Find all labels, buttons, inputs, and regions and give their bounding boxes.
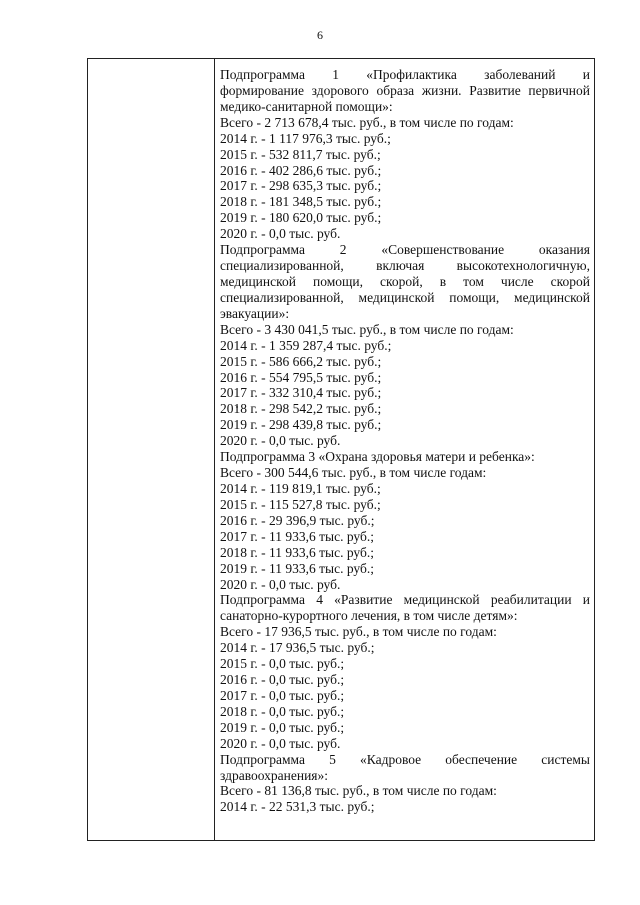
text-line: 2020 г. - 0,0 тыс. руб. [220,226,341,242]
text-line: 2019 г. - 0,0 тыс. руб.; [220,719,345,735]
text-line: Подпрограмма 4 «Развитие медицинской реабилитации и [220,592,590,608]
text-line: здравоохранения»: [220,767,329,783]
text-line: 2014 г. - 1 359 287,4 тыс. руб.; [220,337,392,353]
text-line: Всего - 2 713 678,4 тыс. руб., в том числе по годам: [220,114,514,130]
text-line: 2018 г. - 0,0 тыс. руб.; [220,703,345,719]
table-right-column [220,67,590,815]
text-line: 2020 г. - 0,0 тыс. руб. [220,735,341,751]
text-line: Подпрограмма 5 «Кадровое обеспечение системы [220,751,590,767]
text-line: 2018 г. - 298 542,2 тыс. руб.; [220,401,382,417]
text-line: 2017 г. - 298 635,3 тыс. руб.; [220,178,382,194]
text-line: медико-санитарной помощи»: [220,98,393,114]
text-line: 2016 г. - 554 795,5 тыс. руб.; [220,369,382,385]
text-line: специализированной, медицинской помощи, медицинской [220,289,590,305]
text-line: 2015 г. - 115 527,8 тыс. руб.; [220,496,381,512]
text-line: 2016 г. - 402 286,6 тыс. руб.; [220,162,382,178]
text-line: 2017 г. - 0,0 тыс. руб.; [220,687,345,703]
text-line: 2019 г. - 11 933,6 тыс. руб.; [220,560,374,576]
text-line: 2018 г. - 11 933,6 тыс. руб.; [220,544,374,560]
text-line: 2017 г. - 11 933,6 тыс. руб.; [220,528,374,544]
table-left-column [88,59,215,840]
text-line: Всего - 300 544,6 тыс. руб., в том числе годам: [220,465,487,481]
text-line: специализированной, включая высокотехнологичную, [220,258,590,274]
text-line: Подпрограмма 3 «Охрана здоровья матери и ребенка»: [220,449,535,465]
text-line: формирование здорового образа жизни. Развитие первичной [220,82,590,98]
text-line: Подпрограмма 1 «Профилактика заболеваний и [220,67,590,82]
text-line: 2014 г. - 1 117 976,3 тыс. руб.; [220,130,391,146]
text-line: 2014 г. - 119 819,1 тыс. руб.; [220,480,381,496]
text-line: 2015 г. - 0,0 тыс. руб.; [220,656,345,672]
text-line: 2017 г. - 332 310,4 тыс. руб.; [220,385,382,401]
text-line: Всего - 81 136,8 тыс. руб., в том числе по годам: [220,783,497,799]
page-number: 6 [317,28,323,42]
text-line: санаторно-курортного лечения, в том числе детям»: [220,608,518,624]
text-line: Подпрограмма 2 «Совершенствование оказания [220,242,590,258]
text-line: 2015 г. - 532 811,7 тыс. руб.; [220,146,381,162]
text-line: 2014 г. - 22 531,3 тыс. руб.; [220,799,375,815]
text-line: 2019 г. - 298 439,8 тыс. руб.; [220,417,382,433]
text-line: медицинской помощи, скорой, в том числе скорой [220,273,590,289]
text-line: 2016 г. - 0,0 тыс. руб.; [220,672,345,688]
text-line: 2019 г. - 180 620,0 тыс. руб.; [220,210,382,226]
text-line: эвакуации»: [220,305,290,321]
text-line: 2018 г. - 181 348,5 тыс. руб.; [220,194,382,210]
text-line: 2016 г. - 29 396,9 тыс. руб.; [220,512,375,528]
text-line: 2015 г. - 586 666,2 тыс. руб.; [220,353,382,369]
text-line: 2014 г. - 17 936,5 тыс. руб.; [220,640,375,656]
text-line: 2020 г. - 0,0 тыс. руб. [220,433,341,449]
text-line: Всего - 17 936,5 тыс. руб., в том числе по годам: [220,624,497,640]
document-table [87,58,595,841]
text-line: 2020 г. - 0,0 тыс. руб. [220,576,341,592]
text-line: Всего - 3 430 041,5 тыс. руб., в том числе по годам: [220,321,514,337]
